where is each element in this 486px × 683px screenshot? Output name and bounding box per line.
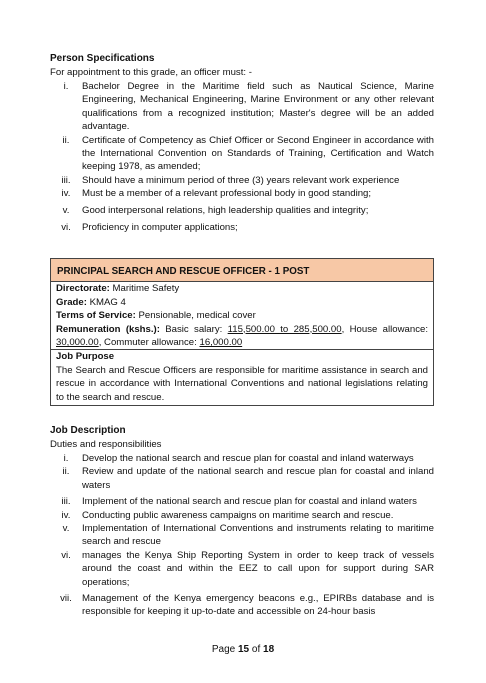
list-text: Review and update of the national search and rescue plan for coastal and inland waters: [82, 466, 434, 491]
list-item: [50, 522, 434, 549]
list-item: [50, 187, 434, 200]
post-title: PRINCIPAL SEARCH AND RESCUE OFFICER - 1 POST: [51, 259, 433, 282]
list-text: Certificate of Competency as Chief Officer or Second Engineer in accordance with the International Convention on Standards of Training, Certification and Watch keeping 1978, as amended;: [82, 134, 434, 173]
person-spec-heading: Person Specifications: [50, 53, 155, 64]
list-number: vii.: [60, 593, 72, 605]
post-details-cell: [51, 282, 433, 350]
job-description-heading: Job Description: [50, 425, 126, 436]
list-number: ii.: [62, 134, 70, 146]
list-item: [50, 549, 434, 589]
list-number: vi.: [61, 222, 71, 234]
house-allowance-text: House allowance:: [349, 323, 428, 335]
list-number: v.: [62, 204, 70, 216]
duties-list: [50, 452, 434, 619]
list-item: [50, 592, 434, 619]
list-text: Conducting public awareness campaigns on maritime search and rescue.: [82, 509, 394, 521]
directorate-row: [56, 282, 428, 295]
person-spec-list: [50, 80, 434, 234]
list-text: Should have a minimum period of three (3) years relevant work experience: [82, 174, 400, 186]
list-item: [50, 174, 434, 187]
list-number: iii.: [61, 174, 71, 186]
list-item: [50, 80, 434, 134]
directorate-label: Directorate:: [56, 283, 110, 295]
list-number: i.: [63, 81, 69, 92]
remuneration-row: Remuneration (kshs.): Basic salary: 115,500.00 to 285,500.00, House allowance: 30,000.00, Commuter allowance: 16,000.00: [56, 323, 428, 349]
list-text: Good interpersonal relations, high leadership qualities and integrity;: [82, 204, 369, 216]
list-number: ii.: [62, 466, 70, 478]
list-number: i.: [63, 453, 69, 464]
list-item: [50, 452, 434, 465]
list-number: iv.: [61, 188, 71, 200]
list-item: [50, 509, 434, 522]
list-text: Develop the national search and rescue plan for coastal and inland waterways: [82, 453, 414, 464]
terms-label: Terms of Service:: [56, 310, 136, 322]
house-allowance-value: 30,000.00: [56, 337, 99, 349]
list-number: vi.: [61, 549, 71, 561]
person-spec-intro: For appointment to this grade, an officer must: -: [50, 67, 252, 78]
list-item: [50, 495, 434, 508]
list-item: [50, 204, 434, 217]
list-item: [50, 221, 434, 234]
list-text: manages the Kenya Ship Reporting System in order to keep track of vessels around the coast and within the EEZ to call upon for support during SAR operations;: [82, 549, 434, 588]
grade-label: Grade:: [56, 296, 87, 308]
commuter-allowance-value: 16,000.00: [199, 337, 243, 349]
list-text: Proficiency in computer applications;: [82, 222, 238, 234]
job-purpose-label: Job Purpose: [56, 351, 115, 363]
list-text: Implementation of International Conventions and instruments relating to maritime search and rescue: [82, 523, 434, 548]
list-number: v.: [62, 523, 70, 535]
current-page-number: 15: [237, 644, 250, 655]
of-word: of: [251, 644, 261, 655]
page-word: Page: [211, 644, 236, 655]
terms-row: [56, 309, 428, 322]
terms-value: Pensionable, medical cover: [138, 310, 256, 322]
list-text: Must be a member of a relevant professional body in good standing;: [82, 188, 372, 200]
directorate-value: Maritime Safety: [112, 283, 180, 295]
job-description-intro: Duties and responsibilities: [50, 439, 162, 450]
list-item: [50, 465, 434, 492]
basic-salary-text: Basic salary:: [165, 323, 223, 335]
page-footer: [0, 643, 486, 656]
total-page-number: 18: [263, 644, 275, 655]
basic-salary-value: 115,500.00 to 285,500.00: [227, 323, 342, 335]
list-text: Implement of the national search and rescue plan for coastal and inland waters: [82, 496, 417, 508]
job-purpose-text: The Search and Rescue Officers are responsible for maritime assistance in search and rescue in accordance with International Conventions and national legislations relating to the search and rescue.: [56, 364, 428, 403]
commuter-allowance-text: Commuter allowance:: [104, 337, 197, 349]
list-text: Bachelor Degree in the Maritime field such as Nautical Science, Marine Engineering, Mechanical Engineering, Marine Environment or any other relevant qualifications from a recognized institution; Master's degree will be an added advantage.: [82, 81, 434, 133]
list-text: Management of the Kenya emergency beacons e.g., EPIRBs database and is responsible for keeping it up-to-date and accessible on 24-hour basis: [82, 593, 434, 618]
grade-value: KMAG 4: [89, 296, 126, 308]
job-purpose-cell: [51, 350, 433, 405]
list-number: iv.: [61, 509, 71, 521]
list-number: iii.: [61, 496, 71, 508]
grade-row: [56, 296, 428, 309]
list-item: [50, 134, 434, 174]
remuneration-label: Remuneration (kshs.):: [56, 323, 160, 335]
post-table: [50, 258, 434, 406]
